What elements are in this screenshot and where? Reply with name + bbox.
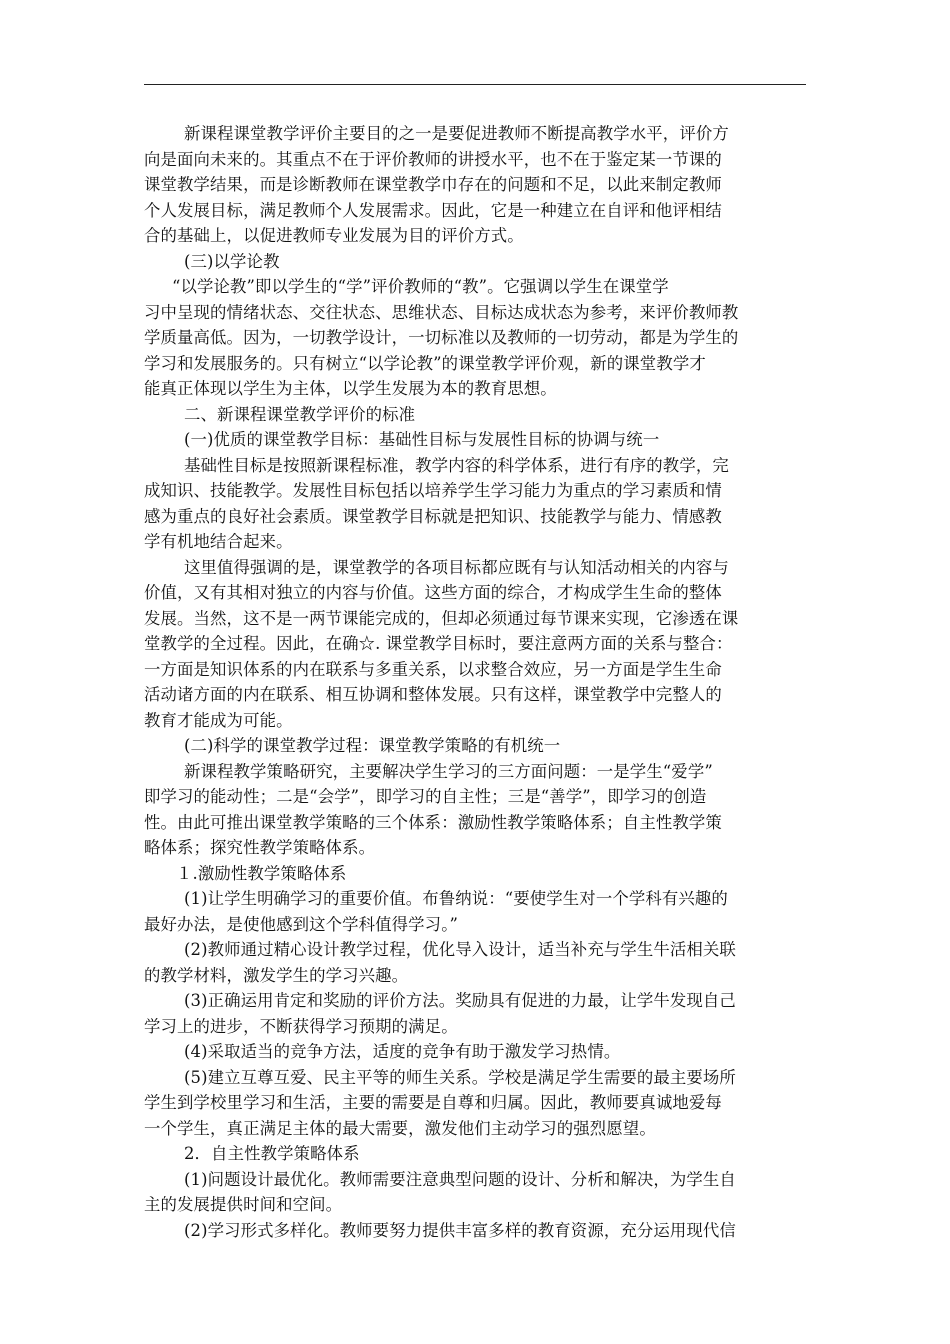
text-line: (2)教师通过精心设计教学过程，优化导入设计，适当补充与学生牛活相关联 <box>184 940 736 959</box>
text-line: 性。由此可推出课堂教学策略的三个体系：激励性教学策略体系；自主性教学策 <box>144 812 722 832</box>
text-line: 个人发展目标，满足教师个人发展需求。因此，它是一种建立在自评和他评相结 <box>144 200 722 220</box>
section-heading: (三)以学论教 <box>184 251 280 271</box>
body-text <box>144 121 806 1243</box>
text-line: (1)让学生明确学习的重要价值。布鲁纳说：“要使学生对一个学科有兴趣的 <box>184 889 728 908</box>
text-line: 习中呈现的情绪状态、交往状态、思维状态、目标达成状态为参考，来评价教师教 <box>144 302 739 322</box>
text-line: 学质量高低。因为，一切教学设计，一切标准以及教师的一切劳动，都是为学生的 <box>144 328 739 347</box>
text-line: 堂教学的全过程。因此，在确☆. 课堂教学目标时，要注意两方面的关系与整合： <box>144 634 733 653</box>
section-heading: (一)优质的课堂教学目标：基础性目标与发展性目标的协调与统一 <box>184 430 660 449</box>
text-line: 学习和发展服务的。只有树立“以学论教”的课堂教学评价观，新的课堂教学才 <box>144 353 706 373</box>
header-rule <box>144 84 806 85</box>
text-line: 即学习的能动性；二是“会学”，即学习的自主性；三是“善学”，即学习的创造 <box>144 787 707 806</box>
text-line: 向是面向未来的。其重点不在于评价教师的讲授水平，也不在于鉴定某一节课的 <box>144 149 722 169</box>
text-line: (2)学习形式多样化。教师要努力提供丰富多样的教育资源，充分运用现代信 <box>184 1220 736 1240</box>
text-line: “以学论教”即以学生的“学”评价教师的“教”。它强调以学生在课堂学 <box>172 277 669 296</box>
text-line: 能真正体现以学生为主体，以学生发展为本的教育思想。 <box>144 379 557 398</box>
text-line: 的教学材料，激发学生的学习兴趣。 <box>144 965 409 985</box>
text-line: (5)建立互尊互爱、民主平等的师生关系。学校是满足学生需要的最主要场所 <box>184 1067 736 1087</box>
section-heading: 2．自主性教学策略体系 <box>184 1144 360 1163</box>
text-line: 成知识、技能教学。发展性目标包括以培养学生学习能力为重点的学习素质和情 <box>144 481 722 500</box>
section-heading: 二、新课程课堂教学评价的标准 <box>184 404 416 424</box>
text-line: 一个学生，真正满足主体的最大需要，激发他们主动学习的强烈愿望。 <box>144 1118 656 1138</box>
text-line: 基础性目标是按照新课程标准，教学内容的科学体系，进行有序的教学，完 <box>184 455 729 475</box>
text-line: (1)问题设计最优化。教师需要注意典型问题的设计、分析和解决，为学生自 <box>184 1169 736 1189</box>
text-line: 主的发展提供时间和空间。 <box>144 1195 343 1214</box>
text-line: 发展。当然，这不是一两节课能完成的，但却必须通过每节课来实现，它渗透在课 <box>144 608 739 628</box>
text-line: 最好办法，是使他感到这个学科值得学习。” <box>144 914 458 934</box>
text-line: 学习上的进步，不断获得学习预期的满足。 <box>144 1016 458 1036</box>
text-line: 价值，又有其相对独立的内容与价值。这些方面的综合，才构成学生生命的整体 <box>144 583 722 602</box>
text-line: 这里值得强调的是，课堂教学的各项目标都应既有与认知活动相关的内容与 <box>184 557 729 577</box>
text-line: 学生到学校里学习和生活，主要的需要是自尊和归属。因此，教师要真诚地爱每 <box>144 1093 722 1112</box>
section-heading: (二)科学的课堂教学过程：课堂教学策略的有机统一 <box>184 736 561 755</box>
section-heading: １.激励性教学策略体系 <box>176 863 347 883</box>
text-line: (3)正确运用肯定和奖励的评价方法。奖励具有促进的力最，让学牛发现自己 <box>184 991 736 1010</box>
text-line: 新课程课堂教学评价主要目的之一是要促进教师不断提高教学水平，评价方 <box>184 124 729 143</box>
text-line: 略体系；探究性教学策略体系。 <box>144 838 376 857</box>
text-line: 感为重点的良好社会素质。课堂教学目标就是把知识、技能教学与能力、情感教 <box>144 506 722 526</box>
text-line: 教育才能成为可能。 <box>144 710 293 730</box>
text-line: 学有机地结合起来。 <box>144 532 293 551</box>
text-line: 新课程教学策略研究，主要解决学生学习的三方面问题：一是学生“爱学” <box>184 761 713 781</box>
text-line: 课堂教学结果，而是诊断教师在课堂教学巾存在的问题和不足，以此来制定教师 <box>144 175 722 194</box>
text-line: (4)采取适当的竞争方法，适度的竞争有助于激发学习热情。 <box>184 1042 621 1061</box>
text-line: 合的基础上，以促进教师专业发展为目的评价方式。 <box>144 226 524 245</box>
text-line: 一方面是知识体系的内在联系与多重关系，以求整合效应，另一方面是学生生命 <box>144 659 722 679</box>
text-line: 活动诸方面的内在联系、相互协调和整体发展。只有这样，课堂教学中完整人的 <box>144 685 722 704</box>
